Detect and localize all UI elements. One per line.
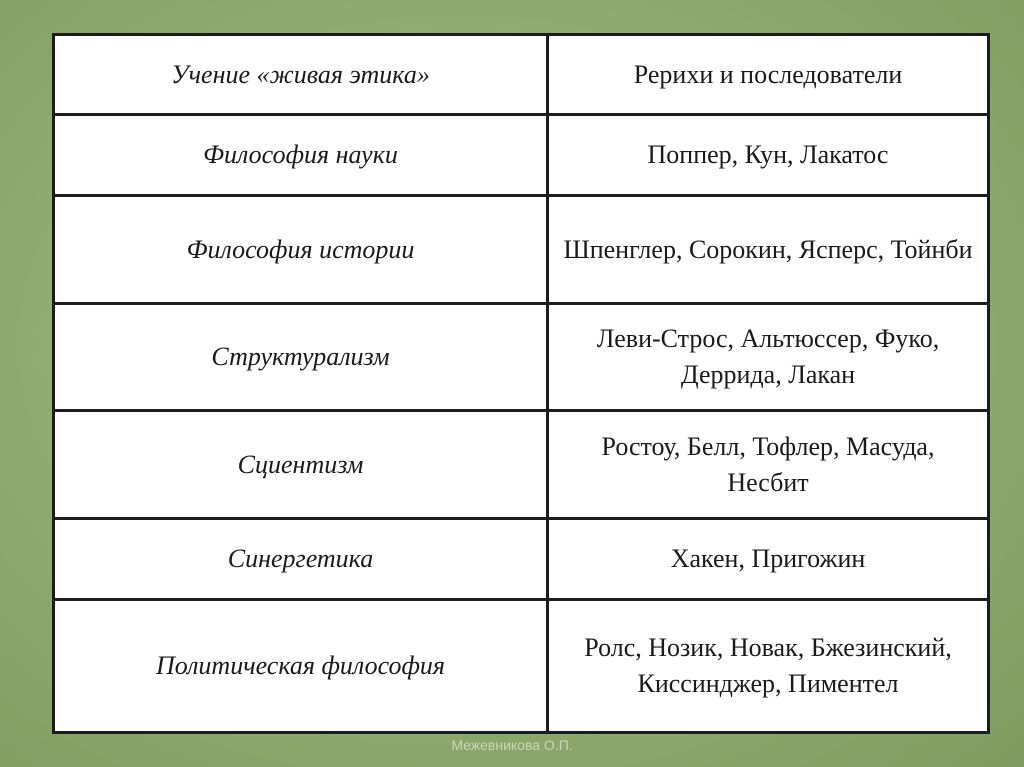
table-row xyxy=(54,196,989,304)
authors-cell: Ростоу, Белл, Тофлер, Масуда, Несбит xyxy=(548,411,989,519)
authors-cell: Рерихи и последователи xyxy=(548,35,989,115)
topic-cell: Философия науки xyxy=(54,115,548,196)
topic-cell: Синергетика xyxy=(54,519,548,600)
authors-cell: Поппер, Кун, Лакатос xyxy=(548,115,989,196)
authors-cell: Шпенглер, Сорокин, Ясперс, Тойнби xyxy=(548,196,989,304)
authors-cell: Ролс, Нозик, Новак, Бжезинский, Киссинджер, Пиментел xyxy=(548,600,989,733)
author-footer: Межевникова О.П. xyxy=(451,737,573,753)
philosophy-table xyxy=(52,33,990,734)
authors-cell: Леви-Строс, Альтюссер, Фуко, Деррида, Лакан xyxy=(548,304,989,411)
table-row xyxy=(54,304,989,411)
table-row xyxy=(54,115,989,196)
topic-cell: Учение «живая этика» xyxy=(54,35,548,115)
topic-cell: Политическая философия xyxy=(54,600,548,733)
table-row xyxy=(54,35,989,115)
authors-cell: Хакен, Пригожин xyxy=(548,519,989,600)
topic-cell: Структурализм xyxy=(54,304,548,411)
table-row xyxy=(54,600,989,733)
table-row xyxy=(54,519,989,600)
table-row xyxy=(54,411,989,519)
topic-cell: Сциентизм xyxy=(54,411,548,519)
topic-cell: Философия истории xyxy=(54,196,548,304)
